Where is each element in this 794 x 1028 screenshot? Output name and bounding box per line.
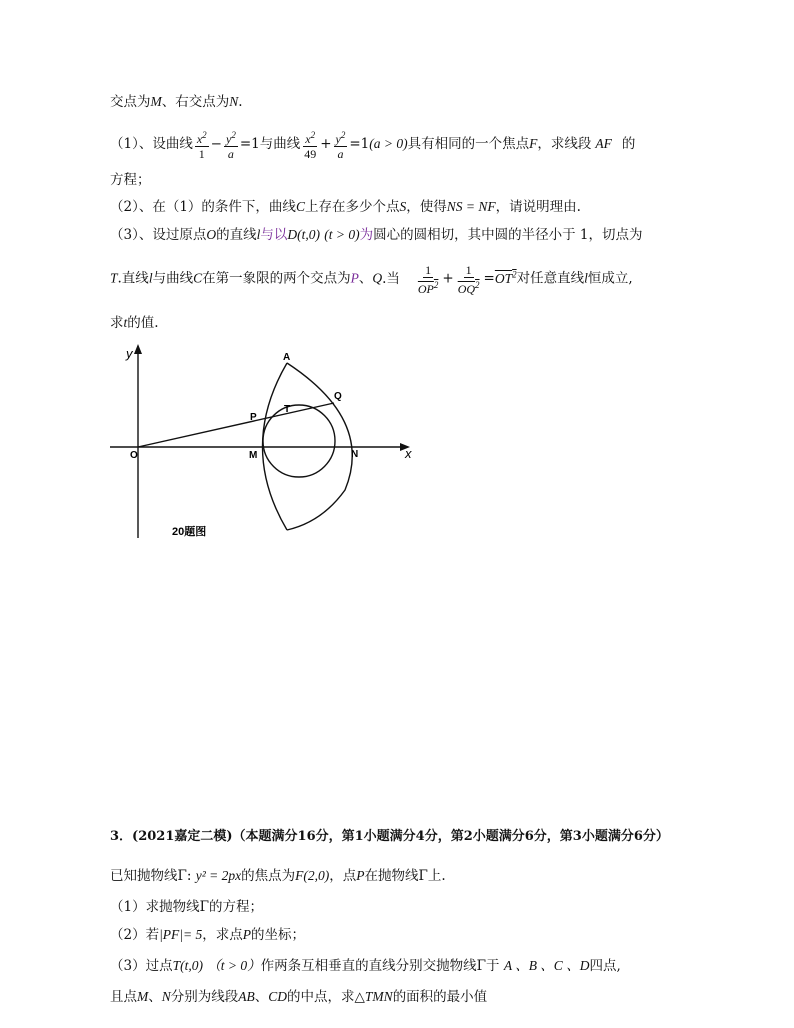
- q3-line1: [110, 225, 643, 245]
- p3-q3-cond: （t > 0）: [207, 958, 261, 973]
- center-d: D(t,0): [287, 227, 320, 242]
- p3-q3-l2-d: 的面积的最小值: [392, 989, 488, 1005]
- p3-q2-p: P: [242, 927, 251, 942]
- q1-curve2-tail: =1: [349, 136, 370, 152]
- label-a: A: [283, 352, 291, 363]
- line-l-3: l: [584, 270, 588, 286]
- q3-suffix1: 圆心的圆相切，其中圆的半径小于 1，切点为: [373, 227, 643, 243]
- origin-o: O: [206, 227, 217, 242]
- problem3-header-text: 3．(2021嘉定二模)（本题满分16分，第1小题满分4分，第2小题满分6分，第3小题满分6分）: [110, 829, 669, 844]
- label-y: y: [126, 346, 133, 361]
- frac-1-oq: $\frac{1}{OQ^2}$: [457, 262, 480, 296]
- label-m: M: [249, 450, 258, 461]
- point-q: Q: [372, 270, 383, 286]
- q3-line3-a: 求: [110, 315, 124, 331]
- p3-q3-l2-tmn: TMN: [364, 989, 393, 1004]
- p3-q3-l2-c: 的中点，求△: [287, 989, 365, 1005]
- q3-line2-e: 对任意直线: [516, 270, 585, 287]
- stem-c: ，点: [329, 868, 357, 884]
- p3-q1-text: （1）求抛物线Γ的方程；: [110, 899, 263, 915]
- q3-prefix: （3）、设过原点: [110, 227, 207, 243]
- q3-purple1: 与以: [260, 227, 288, 243]
- q1-line2-text: 方程；: [110, 172, 151, 188]
- q3-line2-a: .直线: [117, 270, 149, 287]
- frac-y2-a: $\frac{y^2}{a}$: [225, 130, 236, 161]
- problem3-q3: [110, 956, 621, 976]
- stem-f: F(2,0): [295, 868, 330, 883]
- q3-purple2: 为: [359, 227, 374, 243]
- label-t: T: [284, 404, 291, 415]
- line-l: l: [256, 227, 261, 242]
- problem3-q3-line2: [110, 987, 487, 1007]
- q3-line3: [110, 313, 159, 333]
- q3-line2-b: 与曲线: [152, 270, 194, 287]
- focus-f: F: [529, 136, 538, 151]
- p3-q3-t: T(t,0): [172, 958, 203, 973]
- stem-p: P: [356, 868, 365, 883]
- intro-line: [110, 92, 243, 112]
- stem-d: 在抛物线Γ上.: [364, 868, 446, 884]
- segment-af: AF: [595, 136, 612, 151]
- intro-end: .: [238, 94, 243, 110]
- label-n: N: [351, 449, 359, 460]
- stem-a: 已知抛物线Γ:: [110, 868, 192, 884]
- line-l-2: l: [148, 270, 153, 286]
- q3-mid1: 的直线: [216, 227, 257, 243]
- p3-q3-a: （3）过点: [110, 958, 173, 974]
- q1-prefix: （1）、设曲线: [110, 136, 193, 152]
- q3-line2-c: 在第一象限的两个交点为: [202, 270, 351, 287]
- q3-line2-d: .当: [382, 270, 400, 287]
- p3-q3-l2-a: 且点: [110, 989, 137, 1005]
- label-o: O: [130, 450, 138, 461]
- p3-q3-l2-b: 分别为线段: [170, 989, 239, 1005]
- q2-suffix: ，请说明理由.: [495, 199, 581, 215]
- q3-line2-f: 恒成立,: [587, 270, 633, 287]
- point-t: T: [110, 270, 118, 286]
- p3-q3-l2-sep2: 、: [254, 989, 269, 1005]
- p3-q2-a: （2）若: [110, 927, 160, 943]
- q3-line2-sep: 、: [358, 270, 373, 287]
- q3-line3-b: 的值.: [127, 315, 159, 331]
- q1-line: （1）、设曲线 $\frac{x^2}{1}$ − $\frac{y^2}{a}$ =1与曲线 $\frac{x^2}{49}$ + $\frac{y^2}{a}$ =1(a > 0)具有相同的一个焦点F，求线段 AF 的: [110, 130, 636, 161]
- frac-x2-1: $\frac{x^2}{1}$: [196, 130, 207, 161]
- intro-text: 交点为: [110, 94, 151, 110]
- curve-c: C: [295, 199, 305, 214]
- curve-c-2: C: [193, 270, 203, 286]
- intro-mid: 、右交点为: [161, 94, 230, 110]
- q2-eq: NS = NF: [446, 199, 496, 214]
- p3-q3-l2-n: N: [161, 989, 171, 1004]
- y-axis-arrow: [134, 344, 142, 354]
- stem-b: 的焦点为: [241, 868, 296, 884]
- point-n: N: [229, 94, 239, 109]
- problem3-q1: [110, 897, 263, 917]
- stem-eq: y² = 2px: [195, 868, 242, 883]
- q3-cond: (t > 0): [324, 227, 360, 242]
- p3-q3-pts: A 、B 、C 、D: [503, 958, 590, 973]
- figure-caption: 20题图: [172, 526, 207, 538]
- problem3-header: [110, 827, 669, 847]
- p3-q3-l2-ab: AB: [238, 989, 255, 1004]
- label-p: P: [250, 412, 257, 423]
- frac-1-op: $\frac{1}{OP^2}$: [417, 262, 439, 296]
- line-l-drawn: [138, 403, 334, 447]
- p3-q3-l2-sep: 、: [148, 989, 162, 1005]
- problem3-q2: [110, 925, 305, 945]
- point-p: P: [350, 270, 359, 286]
- p3-q2-eq: |PF|= 5: [159, 927, 203, 942]
- label-q: Q: [334, 391, 342, 402]
- q2-mid2: ，使得: [406, 199, 447, 215]
- frac-x2-49: $\frac{x^2}{49}$: [304, 130, 317, 161]
- p3-q3-l2-m: M: [137, 989, 149, 1004]
- q2-mid: 上存在多少个点: [304, 199, 400, 215]
- p3-q3-l2-cd: CD: [268, 989, 288, 1004]
- problem3-stem: [110, 866, 446, 886]
- point-m: M: [150, 94, 162, 109]
- q1-line2: [110, 170, 151, 190]
- frac-y2-a-2: $\frac{y^2}{a}$: [335, 130, 346, 161]
- point-s: S: [399, 199, 407, 214]
- problem-figure: [100, 340, 430, 550]
- q3-line2: T.直线l与曲线C在第一象限的两个交点为P、Q.当 $\frac{1}{OP^2}$ + $\frac{1}{OQ^2}$ $=OT^2$对任意直线l恒成立,: [110, 262, 633, 296]
- p3-q2-b: ，求点: [202, 927, 243, 943]
- q1-mid: 具有相同的一个焦点: [407, 136, 530, 152]
- ot-vector: $OT^2$: [494, 269, 517, 286]
- p3-q3-b: 作两条互相垂直的直线分别交抛物线Γ于: [260, 958, 500, 974]
- p3-q3-c: 四点,: [589, 958, 621, 974]
- q2-line: [110, 197, 581, 217]
- q2-prefix: （2）、在（1）的条件下，曲线: [110, 199, 296, 215]
- q1-ask: ，求线段: [537, 136, 592, 152]
- p3-q2-c: 的坐标；: [251, 927, 305, 943]
- q1-suffix: 的: [621, 136, 636, 152]
- label-x: x: [405, 446, 412, 461]
- param-t: t: [123, 315, 128, 330]
- q1-cond: (a > 0): [369, 136, 408, 151]
- q1-curve1-tail: =1与曲线: [239, 136, 301, 152]
